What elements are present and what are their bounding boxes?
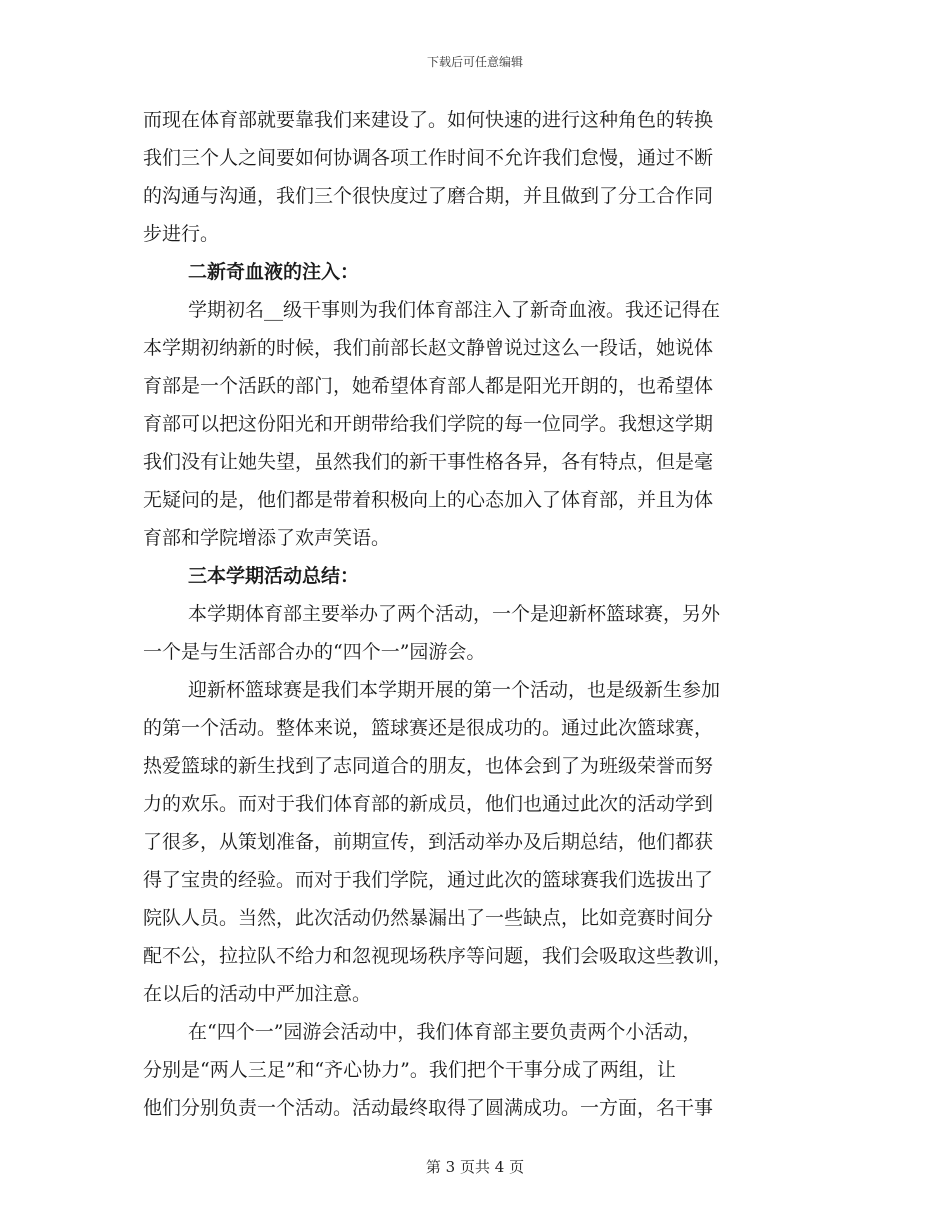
paragraph-line: 一个是与生活部合办的“四个一”园游会。 — [143, 641, 486, 663]
paragraph-line: 无疑问的是，他们都是带着积极向上的心态加入了体育部，并且为体 — [143, 489, 714, 511]
paragraph-line: 配不公，拉拉队不给力和忽视现场秩序等问题，我们会吸取这些教训， — [143, 945, 733, 967]
paragraph-line: 而现在体育部就要靠我们来建设了。如何快速的进行这种角色的转换 — [143, 109, 714, 131]
paragraph-line: 我们三个人之间要如何协调各项工作时间不允许我们怠慢，通过不断 — [143, 147, 714, 169]
paragraph-line: 步进行。 — [143, 223, 220, 245]
paragraph-line: 他们分别负责一个活动。活动最终取得了圆满成功。一方面，名干事 — [143, 1097, 714, 1119]
paragraph-line: 迎新杯篮球赛是我们本学期开展的第一个活动，也是级新生参加 — [188, 679, 721, 701]
paragraph-line: 在“四个一”园游会活动中，我们体育部主要负责两个小活动， — [188, 1021, 702, 1043]
paragraph-line: 本学期体育部主要举办了两个活动，一个是迎新杯篮球赛，另外 — [188, 603, 721, 625]
paragraph-line: 得了宝贵的经验。而对于我们学院，通过此次的篮球赛我们选拔出了 — [143, 869, 714, 891]
paragraph-line: 学期初名__级干事则为我们体育部注入了新奇血液。我还记得在 — [188, 299, 721, 321]
paragraph-line: 了很多，从策划准备，前期宣传，到活动举办及后期总结，他们都获 — [143, 831, 714, 853]
paragraph-line: 热爱篮球的新生找到了志同道合的朋友，也体会到了为班级荣誉而努 — [143, 755, 714, 777]
paragraph-line: 育部是一个活跃的部门，她希望体育部人都是阳光开朗的，也希望体 — [143, 375, 714, 397]
page-footer: 第 3 页共 4 页 — [425, 1158, 525, 1176]
paragraph-line: 育部和学院增添了欢声笑语。 — [143, 527, 391, 549]
section-heading: 二新奇血液的注入： — [188, 261, 360, 283]
paragraph-line: 院队人员。当然，此次活动仍然暴漏出了一些缺点，比如竞赛时间分 — [143, 907, 714, 929]
paragraph-line: 我们没有让她失望，虽然我们的新干事性格各异，各有特点，但是毫 — [143, 451, 714, 473]
paragraph-line: 在以后的活动中严加注意。 — [143, 983, 372, 1005]
paragraph-line: 的第一个活动。整体来说，篮球赛还是很成功的。通过此次篮球赛， — [143, 717, 714, 739]
document-body — [143, 101, 797, 1127]
paragraph-line: 的沟通与沟通，我们三个很快度过了磨合期，并且做到了分工合作同 — [143, 185, 714, 207]
paragraph-line: 育部可以把这份阳光和开朗带给我们学院的每一位同学。我想这学期 — [143, 413, 714, 435]
paragraph-line: 力的欢乐。而对于我们体育部的新成员，他们也通过此次的活动学到 — [143, 793, 714, 815]
paragraph-line: 本学期初纳新的时候，我们前部长赵文静曾说过这么一段话，她说体 — [143, 337, 714, 359]
section-heading: 三本学期活动总结： — [188, 565, 360, 587]
page-header: 下载后可任意编辑 — [426, 55, 523, 69]
paragraph-line: 分别是“两人三足”和“齐心协力”。我们把个干事分成了两组，让 — [143, 1059, 676, 1081]
